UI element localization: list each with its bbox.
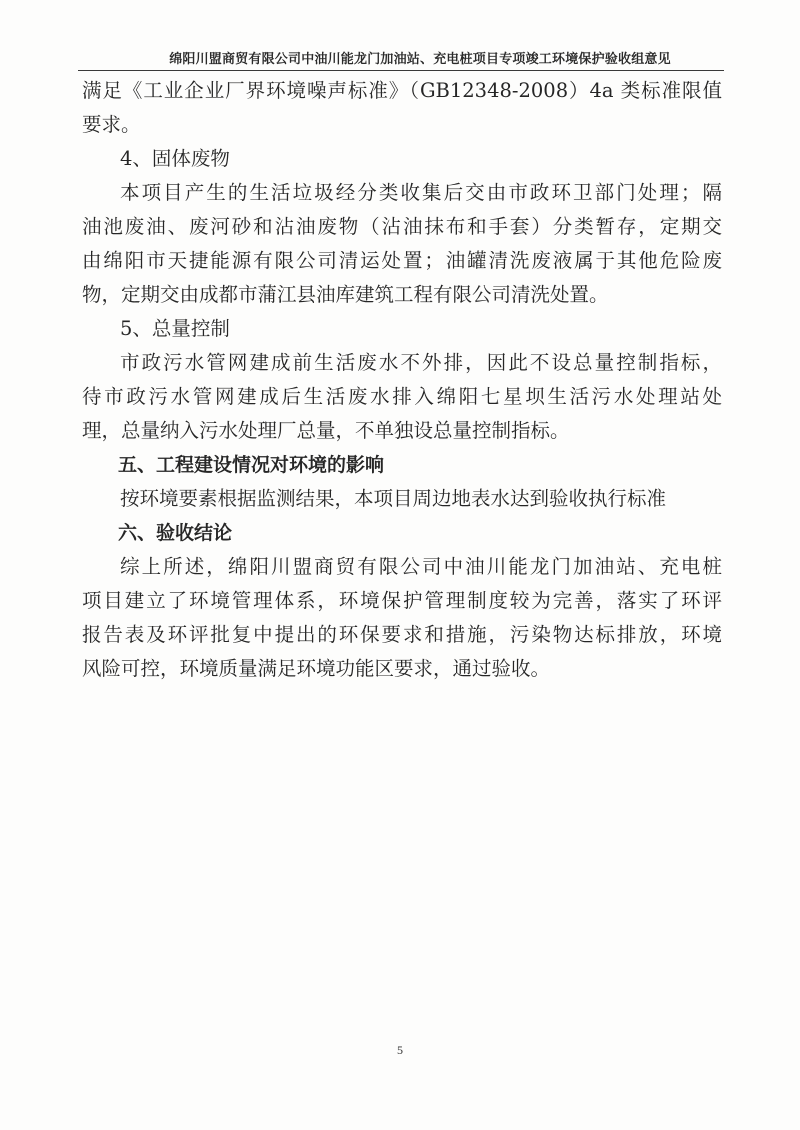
paragraph-line: 理，总量纳入污水处理厂总量，不单独设总量控制指标。: [82, 419, 570, 442]
subsection-heading-solid-waste: 4、固体废物: [120, 147, 230, 170]
paragraph-line: 项目建立了环境管理体系，环境保护管理制度较为完善，落实了环评: [82, 589, 722, 612]
running-header: 绵阳川盟商贸有限公司中油川能龙门加油站、充电桩项目专项竣工环境保护验收组意见: [169, 52, 671, 67]
section-heading-environmental-impact: 五、工程建设情况对环境的影响: [118, 454, 385, 476]
paragraph-line: 本项目产生的生活垃圾经分类收集后交由市政环卫部门处理；隔: [120, 181, 722, 204]
paragraph-line: 按环境要素根据监测结果，本项目周边地表水达到验收执行标准: [120, 487, 667, 510]
paragraph-line: 风险可控，环境质量满足环境功能区要求，通过验收。: [82, 657, 551, 680]
subsection-heading-total-control: 5、总量控制: [120, 317, 230, 340]
header-rule: [78, 70, 724, 71]
document-body: [82, 74, 722, 686]
paragraph-line: 油池废油、废河砂和沾油废物（沾油抹布和手套）分类暂存，定期交: [82, 215, 722, 238]
paragraph-line: 要求。: [82, 113, 141, 136]
paragraph-line: 待市政污水管网建成后生活废水排入绵阳七星坝生活污水处理站处: [82, 385, 722, 408]
paragraph-line: 报告表及环评批复中提出的环保要求和措施，污染物达标排放，环境: [82, 623, 722, 646]
paragraph-line: 市政污水管网建成前生活废水不外排，因此不设总量控制指标，: [120, 351, 722, 374]
paragraph-line: 物，定期交由成都市蒲江县油库建筑工程有限公司清洗处置。: [82, 283, 609, 306]
page-number: 5: [397, 1043, 403, 1057]
paragraph-line: 满足《工业企业厂界环境噪声标准》（GB12348-2008）4a 类标准限值: [82, 79, 722, 102]
paragraph-line: 综上所述，绵阳川盟商贸有限公司中油川能龙门加油站、充电桩: [120, 555, 722, 578]
section-heading-acceptance-conclusion: 六、验收结论: [118, 522, 233, 544]
paragraph-line: 由绵阳市天捷能源有限公司清运处置；油罐清洗废液属于其他危险废: [82, 249, 722, 272]
